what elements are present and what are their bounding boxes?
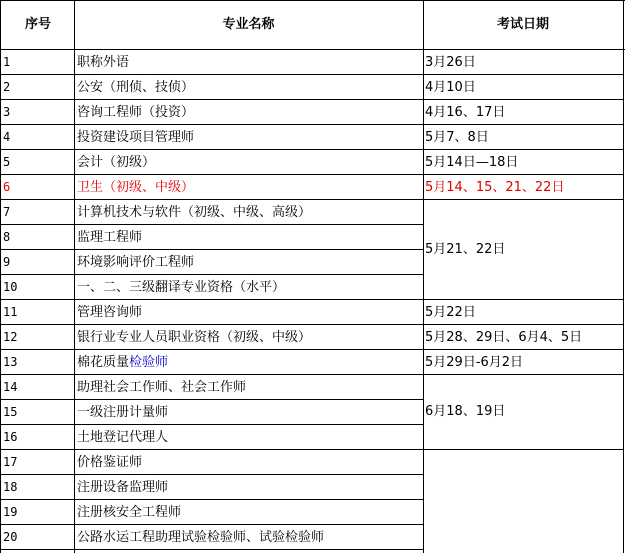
row-12-name: 银行业专业人员职业资格（初级、中级） [77, 330, 312, 345]
row-12-seq: 12 [3, 330, 18, 344]
row-8-seq: 8 [3, 230, 11, 244]
row-1-date: 3月26日 [425, 55, 476, 70]
header-seq: 序号 [24, 17, 51, 32]
row-line [0, 74, 624, 75]
row-line [0, 149, 624, 150]
row-13-date: 5月29日-6月2日 [425, 355, 524, 370]
row-line [0, 474, 424, 475]
row-1-seq: 1 [3, 55, 11, 69]
row-2-date: 4月10日 [425, 80, 476, 95]
row-10-name: 一、二、三级翻译专业资格（水平） [77, 280, 286, 295]
row-17-seq: 17 [3, 455, 18, 469]
row-20-seq: 20 [3, 530, 18, 544]
header-name: 专业名称 [222, 17, 275, 32]
row-19-seq: 19 [3, 505, 18, 519]
row-18-seq: 18 [3, 480, 18, 494]
row-4-date: 5月7、8日 [425, 130, 489, 145]
row-13-seq: 13 [3, 355, 18, 369]
row-15-name: 一级注册计量师 [77, 405, 169, 420]
row-line [0, 249, 424, 250]
col-border-1 [74, 0, 75, 553]
row-line [0, 449, 624, 450]
col-border-left [0, 0, 1, 553]
rows-7-10-date: 5月21、22日 [425, 242, 506, 257]
row-line [0, 99, 624, 100]
row-7-seq: 7 [3, 205, 11, 219]
row-line [0, 274, 424, 275]
table-top-border [0, 0, 625, 1]
row-line [0, 174, 624, 175]
row-11-seq: 11 [3, 305, 18, 319]
col-border-2 [423, 0, 424, 553]
inspector-link[interactable]: 检验师 [129, 355, 169, 370]
row-3-seq: 3 [3, 105, 11, 119]
row-5-name: 会计（初级） [77, 155, 156, 170]
row-13-name-text: 棉花质量 [77, 355, 130, 370]
row-line [0, 399, 424, 400]
row-20-name: 公路水运工程助理试验检验师、试验检验师 [77, 530, 325, 545]
row-line [0, 224, 424, 225]
row-4-name: 投资建设项目管理师 [77, 130, 195, 145]
row-6-date: 5月14、15、21、22日 [425, 180, 565, 195]
row-line [0, 424, 424, 425]
row-6-seq: 6 [3, 180, 11, 194]
row-10-seq: 10 [3, 280, 18, 294]
row-15-seq: 15 [3, 405, 18, 419]
row-5-date: 5月14日—18日 [425, 155, 519, 170]
row-13-name [74, 350, 423, 375]
row-line [0, 499, 424, 500]
row-6-name: 卫生（初级、中级） [77, 180, 195, 195]
row-17-name: 价格鉴证师 [77, 455, 143, 470]
row-2-name: 公安（刑侦、技侦） [77, 80, 195, 95]
row-7-name: 计算机技术与软件（初级、中级、高级） [77, 205, 312, 220]
row-3-date: 4月16、17日 [425, 105, 506, 120]
row-12-date: 5月28、29日、6月4、5日 [425, 330, 583, 345]
row-18-name: 注册设备监理师 [77, 480, 169, 495]
row-3-name: 咨询工程师（投资） [77, 105, 195, 120]
row-line [0, 374, 624, 375]
row-16-seq: 16 [3, 430, 18, 444]
row-5-seq: 5 [3, 155, 11, 169]
row-19-name: 注册核安全工程师 [77, 505, 182, 520]
row-line [0, 124, 624, 125]
row-8-name: 监理工程师 [77, 230, 143, 245]
row-14-seq: 14 [3, 380, 18, 394]
row-line [0, 349, 624, 350]
row-line [0, 199, 624, 200]
row-line [0, 549, 424, 550]
header-bottom-border [0, 49, 625, 50]
row-line [0, 524, 424, 525]
row-9-seq: 9 [3, 255, 11, 269]
rows-14-16-date: 6月18、19日 [425, 404, 506, 419]
row-14-name: 助理社会工作师、社会工作师 [77, 380, 247, 395]
row-9-name: 环境影响评价工程师 [77, 255, 195, 270]
row-11-date: 5月22日 [425, 305, 476, 320]
row-11-name: 管理咨询师 [77, 305, 143, 320]
row-1-name: 职称外语 [77, 55, 130, 70]
row-16-name: 土地登记代理人 [77, 430, 169, 445]
header-date: 考试日期 [496, 17, 549, 32]
row-line [0, 299, 624, 300]
row-2-seq: 2 [3, 80, 11, 94]
col-border-right [623, 0, 624, 553]
row-4-seq: 4 [3, 130, 11, 144]
row-line [0, 324, 624, 325]
